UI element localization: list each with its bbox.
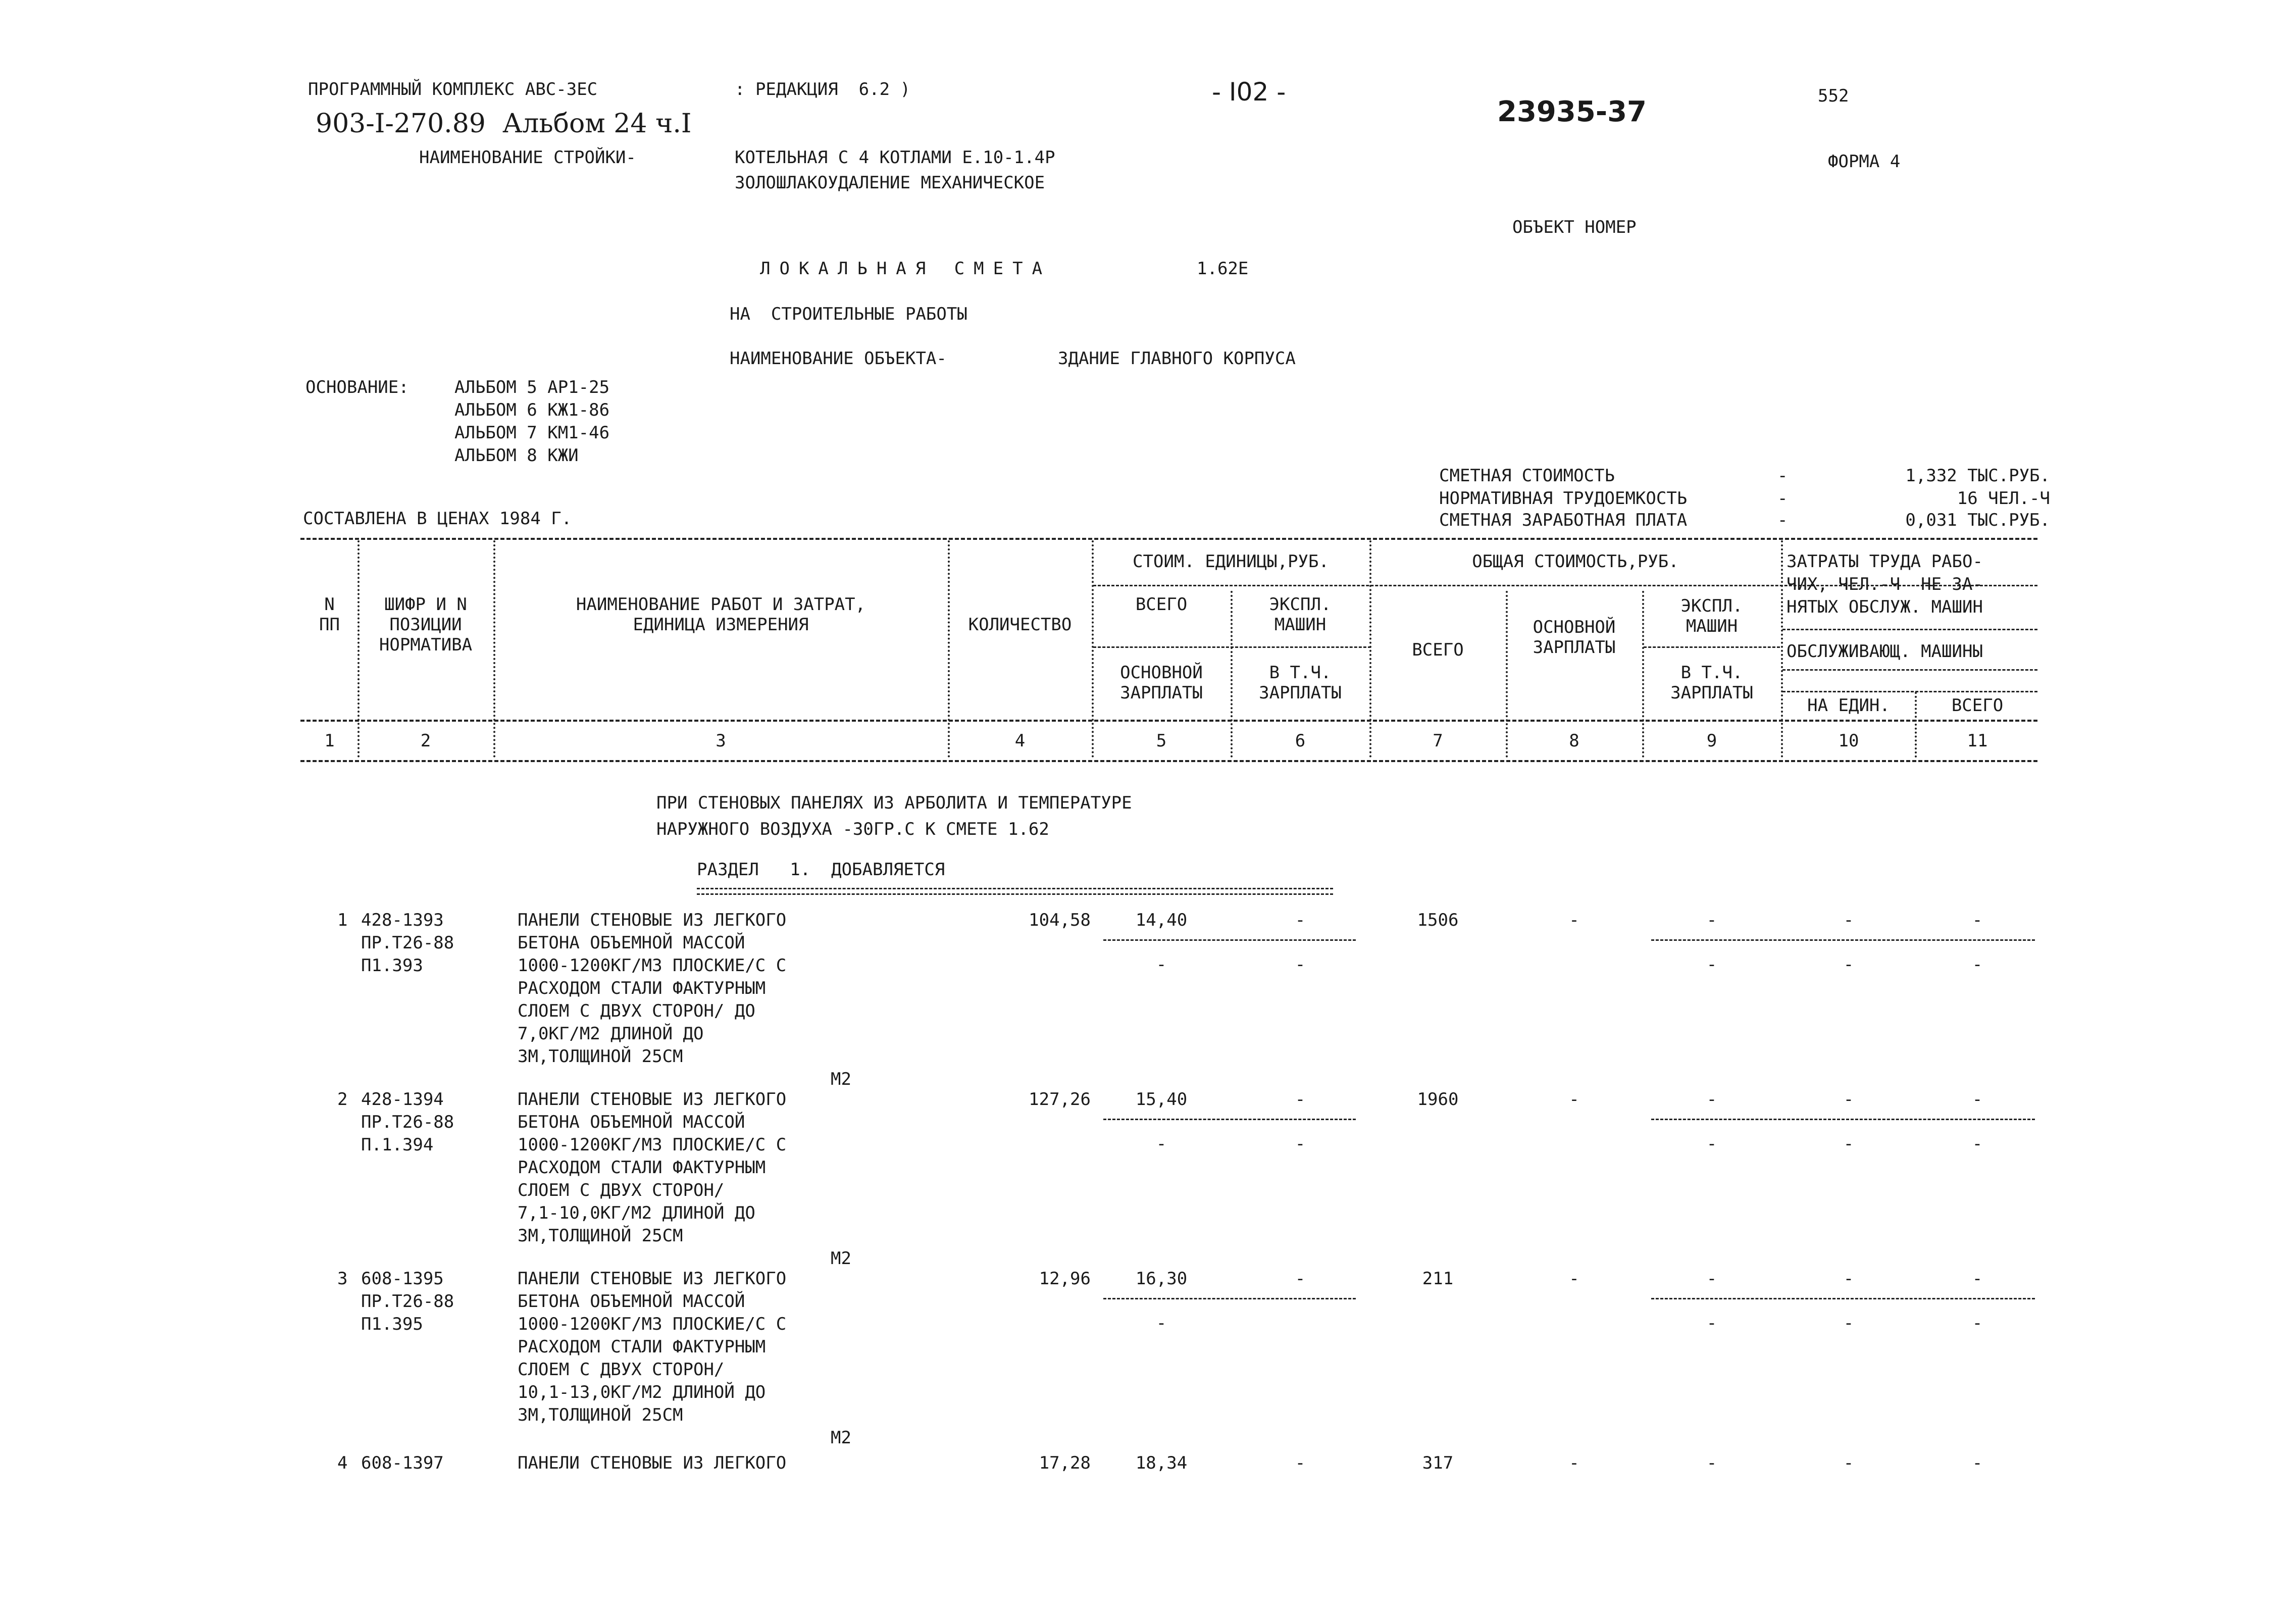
row-total-exp: - — [1706, 1089, 1717, 1110]
row-total: 1960 — [1417, 1089, 1459, 1110]
header-total-incl: В Т.Ч. — [1680, 663, 1743, 683]
subgroup-rule — [1782, 691, 2037, 692]
header-labor-group: ЧИХ, ЧЕЛ.-Ч НЕ ЗА- — [1787, 574, 1983, 594]
row-description: 1000-1200КГ/М3 ПЛОСКИЕ/С С — [518, 955, 787, 976]
header-bottom-rule — [300, 720, 2037, 722]
row-description: БЕТОНА ОБЪЕМНОЙ МАССОЙ — [518, 1112, 745, 1132]
row-unit-price: 15,40 — [1135, 1089, 1188, 1110]
header-unit-cost-group: СТОИМ. ЕДИНИЦЫ,РУБ. — [1133, 551, 1329, 572]
row-description: СЛОЕМ С ДВУХ СТОРОН/ ДО — [518, 1001, 755, 1021]
column-number: 3 — [716, 731, 726, 751]
subgroup-rule — [1644, 646, 1780, 648]
row-description: 1000-1200КГ/М3 ПЛОСКИЕ/С С — [518, 1135, 787, 1155]
row-total-exp: - — [1706, 1269, 1717, 1289]
row-unit-incl: - — [1295, 1134, 1306, 1154]
row-unit-price: 16,30 — [1135, 1269, 1188, 1289]
summary-sep: - — [1777, 488, 1788, 509]
section-note: ПРИ СТЕНОВЫХ ПАНЕЛЯХ ИЗ АРБОЛИТА И ТЕМПЕРАТУРЕ — [656, 793, 1132, 813]
construction-name-line-1: КОТЕЛЬНАЯ С 4 КОТЛАМИ Е.10-1.4Р — [735, 147, 1055, 168]
summary-value: 0,031 ТЫС.РУБ. — [1905, 510, 2050, 530]
subgroup-rule — [1782, 669, 2037, 671]
object-name: ЗДАНИЕ ГЛАВНОГО КОРПУСА — [1058, 348, 1296, 369]
header-total-all: ВСЕГО — [1412, 640, 1464, 660]
row-description: ПАНЕЛИ СТЕНОВЫЕ ИЗ ЛЕГКОГО — [518, 1089, 787, 1110]
summary-label: НОРМАТИВНАЯ ТРУДОЕМКОСТЬ — [1439, 488, 1688, 509]
row-labor-total: - — [1972, 1313, 1983, 1333]
column-divider — [493, 540, 495, 758]
header-unit-base: ОСНОВНОЙ — [1120, 663, 1203, 683]
header-unit-incl: В Т.Ч. — [1269, 663, 1332, 683]
album-reference: 903-I-270.89 Альбом 24 ч.I — [316, 109, 692, 139]
header-total-exp: МАШИН — [1686, 616, 1738, 636]
header-col-1: ПП — [319, 615, 340, 635]
row-description: ПАНЕЛИ СТЕНОВЫЕ ИЗ ЛЕГКОГО — [518, 910, 787, 930]
basis-line: АЛЬБОМ 8 КЖИ — [454, 445, 579, 466]
subgroup-rule — [1093, 646, 1371, 648]
row-code: П1.395 — [361, 1314, 423, 1334]
row-description: БЕТОНА ОБЪЕМНОЙ МАССОЙ — [518, 1291, 745, 1312]
row-labor-total: - — [1972, 910, 1983, 930]
row-base-wage: - — [1569, 1269, 1579, 1289]
row-description: РАСХОДОМ СТАЛИ ФАКТУРНЫМ — [518, 1158, 766, 1178]
row-subrule — [1651, 939, 2035, 941]
row-labor-total: - — [1972, 1089, 1983, 1110]
header-unit-exp: ЭКСПЛ. — [1269, 594, 1332, 615]
row-code: 428-1393 — [361, 910, 444, 930]
row-description: РАСХОДОМ СТАЛИ ФАКТУРНЫМ — [518, 1337, 766, 1357]
row-code: 608-1395 — [361, 1269, 444, 1289]
estimate-number: 1.62Е — [1197, 259, 1249, 279]
page-number: - I02 - — [1212, 77, 1286, 107]
row-code: ПР.Т26-88 — [361, 1112, 454, 1132]
column-number: 6 — [1295, 731, 1306, 751]
row-base-wage: - — [1569, 910, 1579, 930]
program-name: ПРОГРАММНЫЙ КОМПЛЕКС АВС-3ЕС — [308, 79, 598, 99]
row-labor-unit: - — [1843, 1269, 1854, 1289]
column-number: 10 — [1838, 731, 1859, 751]
row-unit: М2 — [831, 1248, 851, 1269]
row-code: П1.393 — [361, 955, 423, 976]
row-total-incl: - — [1706, 954, 1717, 975]
sheet-number: 552 — [1818, 86, 1849, 106]
column-divider — [948, 540, 950, 758]
basis-line: АЛЬБОМ 5 АР1-25 — [454, 377, 610, 397]
column-number: 5 — [1156, 731, 1167, 751]
row-number: 2 — [337, 1089, 348, 1110]
row-quantity: 12,96 — [1039, 1269, 1091, 1289]
row-description: 7,0КГ/М2 ДЛИНОЙ ДО — [518, 1024, 704, 1044]
column-divider — [1092, 540, 1094, 758]
column-number: 7 — [1433, 731, 1443, 751]
row-description: 7,1-10,0КГ/М2 ДЛИНОЙ ДО — [518, 1203, 755, 1223]
summary-sep: - — [1777, 510, 1788, 530]
construction-name-label: НАИМЕНОВАНИЕ СТРОЙКИ- — [419, 147, 636, 168]
row-unit-exp: - — [1295, 1453, 1306, 1473]
header-col-1: N — [324, 594, 335, 615]
row-quantity: 127,26 — [1029, 1089, 1091, 1110]
row-labor-unit: - — [1843, 1453, 1854, 1473]
row-description: СЛОЕМ С ДВУХ СТОРОН/ — [518, 1180, 725, 1200]
row-labor-unit: - — [1843, 1134, 1854, 1154]
row-unit-exp: - — [1295, 1269, 1306, 1289]
row-base-wage: - — [1156, 1134, 1167, 1154]
column-number: 1 — [324, 731, 335, 751]
basis-line: АЛЬБОМ 7 КМ1-46 — [454, 423, 610, 443]
document-number: 23935-37 — [1497, 95, 1647, 128]
row-base-wage: - — [1569, 1453, 1579, 1473]
column-number: 2 — [420, 731, 431, 751]
row-code: 428-1394 — [361, 1089, 444, 1110]
column-number: 9 — [1706, 731, 1717, 751]
header-unit-exp: МАШИН — [1274, 615, 1326, 635]
row-description: ПАНЕЛИ СТЕНОВЫЕ ИЗ ЛЕГКОГО — [518, 1269, 787, 1289]
basis-label: ОСНОВАНИЕ: — [305, 377, 409, 397]
row-unit-price: 14,40 — [1135, 910, 1188, 930]
row-number: 3 — [337, 1269, 348, 1289]
row-labor-unit: - — [1843, 1089, 1854, 1110]
column-divider — [1781, 540, 1783, 758]
row-description: 1000-1200КГ/М3 ПЛОСКИЕ/С С — [518, 1314, 787, 1334]
row-code: 608-1397 — [361, 1453, 444, 1473]
row-base-wage: - — [1569, 1089, 1579, 1110]
row-subrule — [1651, 1298, 2035, 1299]
row-unit-price: 18,34 — [1135, 1453, 1188, 1473]
row-description: ПАНЕЛИ СТЕНОВЫЕ ИЗ ЛЕГКОГО — [518, 1453, 787, 1473]
row-subrule — [1651, 1119, 2035, 1120]
summary-label: СМЕТНАЯ СТОИМОСТЬ — [1439, 466, 1615, 486]
column-numbers-rule — [300, 760, 2037, 762]
header-unit-incl: ЗАРПЛАТЫ — [1259, 683, 1342, 703]
row-labor-total: - — [1972, 1134, 1983, 1154]
row-description: 10,1-13,0КГ/М2 ДЛИНОЙ ДО — [518, 1382, 766, 1402]
row-unit: М2 — [831, 1428, 851, 1448]
row-labor-unit: - — [1843, 1313, 1854, 1333]
header-total-exp: ЭКСПЛ. — [1680, 596, 1743, 616]
row-labor-total: - — [1972, 1453, 1983, 1473]
row-number: 1 — [337, 910, 348, 930]
object-name-label: НАИМЕНОВАНИЕ ОБЪЕКТА- — [730, 348, 947, 369]
row-total-exp: - — [1706, 910, 1717, 930]
header-col-2: ПОЗИЦИИ — [389, 615, 462, 635]
edition-label: : РЕДАКЦИЯ 6.2 ) — [735, 79, 910, 99]
section-title-underline — [697, 888, 1333, 895]
row-description: РАСХОДОМ СТАЛИ ФАКТУРНЫМ — [518, 978, 766, 998]
header-col-4: КОЛИЧЕСТВО — [968, 615, 1072, 635]
header-labor-group: НЯТЫХ ОБСЛУЖ. МАШИН — [1787, 597, 1983, 617]
row-subrule — [1103, 1119, 1356, 1120]
header-col-2: ШИФР И N — [384, 594, 467, 615]
header-unit-base: ЗАРПЛАТЫ — [1120, 683, 1203, 703]
summary-value: 16 ЧЕЛ.-Ч — [1957, 488, 2050, 509]
column-number: 4 — [1014, 731, 1026, 751]
works-type: НА СТРОИТЕЛЬНЫЕ РАБОТЫ — [730, 304, 967, 324]
row-unit: М2 — [831, 1069, 851, 1089]
basis-line: АЛЬБОМ 6 КЖ1-86 — [454, 400, 610, 420]
header-unit-total: ВСЕГО — [1135, 594, 1188, 615]
row-total: 317 — [1422, 1453, 1454, 1473]
row-description: 3М,ТОЛЩИНОЙ 25СМ — [518, 1226, 683, 1246]
row-unit-exp: - — [1295, 910, 1306, 930]
row-code: П.1.394 — [361, 1135, 434, 1155]
row-description: 3М,ТОЛЩИНОЙ 25СМ — [518, 1405, 683, 1425]
column-number: 8 — [1569, 731, 1579, 751]
row-base-wage: - — [1156, 1313, 1167, 1333]
header-col-2: НОРМАТИВА — [379, 635, 473, 655]
construction-name-line-2: ЗОЛОШЛАКОУДАЛЕНИЕ МЕХАНИЧЕСКОЕ — [735, 173, 1045, 193]
row-labor-total: - — [1972, 1269, 1983, 1289]
row-unit-incl: - — [1295, 954, 1306, 975]
estimate-title: ЛОКАЛЬНАЯ СМЕТА — [760, 259, 1052, 279]
row-quantity: 104,58 — [1029, 910, 1091, 930]
row-description: СЛОЕМ С ДВУХ СТОРОН/ — [518, 1360, 725, 1380]
column-number: 11 — [1967, 731, 1988, 751]
header-labor-group: ЗАТРАТЫ ТРУДА РАБО- — [1787, 551, 1983, 572]
row-labor-unit: - — [1843, 910, 1854, 930]
row-unit-exp: - — [1295, 1089, 1306, 1110]
row-code: ПР.Т26-88 — [361, 933, 454, 953]
object-number-label: ОБЪЕКТ НОМЕР — [1512, 217, 1637, 237]
header-labor-unit: НА ЕДИН. — [1807, 695, 1890, 716]
table-top-rule — [300, 538, 2037, 540]
price-basis: СОСТАВЛЕНА В ЦЕНАХ 1984 Г. — [303, 509, 572, 529]
summary-sep: - — [1777, 466, 1788, 486]
subgroup-rule — [1782, 629, 2037, 630]
row-number: 4 — [337, 1453, 348, 1473]
row-labor-unit: - — [1843, 954, 1854, 975]
row-total-incl: - — [1706, 1134, 1717, 1154]
summary-label: СМЕТНАЯ ЗАРАБОТНАЯ ПЛАТА — [1439, 510, 1688, 530]
header-col-3: ЕДИНИЦА ИЗМЕРЕНИЯ — [633, 615, 809, 635]
header-total-incl: ЗАРПЛАТЫ — [1670, 683, 1753, 703]
row-quantity: 17,28 — [1039, 1453, 1091, 1473]
row-labor-total: - — [1972, 954, 1983, 975]
row-total: 211 — [1422, 1269, 1454, 1289]
row-base-wage: - — [1156, 954, 1167, 975]
header-total-base: ЗАРПЛАТЫ — [1533, 637, 1616, 658]
row-description: 3М,ТОЛЩИНОЙ 25СМ — [518, 1046, 683, 1067]
section-note: НАРУЖНОГО ВОЗДУХА -30ГР.С К СМЕТЕ 1.62 — [656, 819, 1049, 839]
row-code: ПР.Т26-88 — [361, 1291, 454, 1312]
summary-value: 1,332 ТЫС.РУБ. — [1905, 466, 2050, 486]
row-total: 1506 — [1417, 910, 1459, 930]
row-subrule — [1103, 1298, 1356, 1299]
row-total-incl: - — [1706, 1313, 1717, 1333]
header-labor-total: ВСЕГО — [1951, 695, 2004, 716]
header-total-cost-group: ОБЩАЯ СТОИМОСТЬ,РУБ. — [1472, 551, 1679, 572]
row-description: БЕТОНА ОБЪЕМНОЙ МАССОЙ — [518, 933, 745, 953]
header-col-3: НАИМЕНОВАНИЕ РАБОТ И ЗАТРАТ, — [576, 594, 866, 615]
row-subrule — [1103, 939, 1356, 941]
form-number: ФОРМА 4 — [1828, 152, 1901, 172]
row-total-exp: - — [1706, 1453, 1717, 1473]
section-title: РАЗДЕЛ 1. ДОБАВЛЯЕТСЯ — [697, 860, 945, 880]
header-labor-service: ОБСЛУЖИВАЮЩ. МАШИНЫ — [1787, 641, 1983, 662]
header-total-base: ОСНОВНОЙ — [1533, 617, 1616, 637]
